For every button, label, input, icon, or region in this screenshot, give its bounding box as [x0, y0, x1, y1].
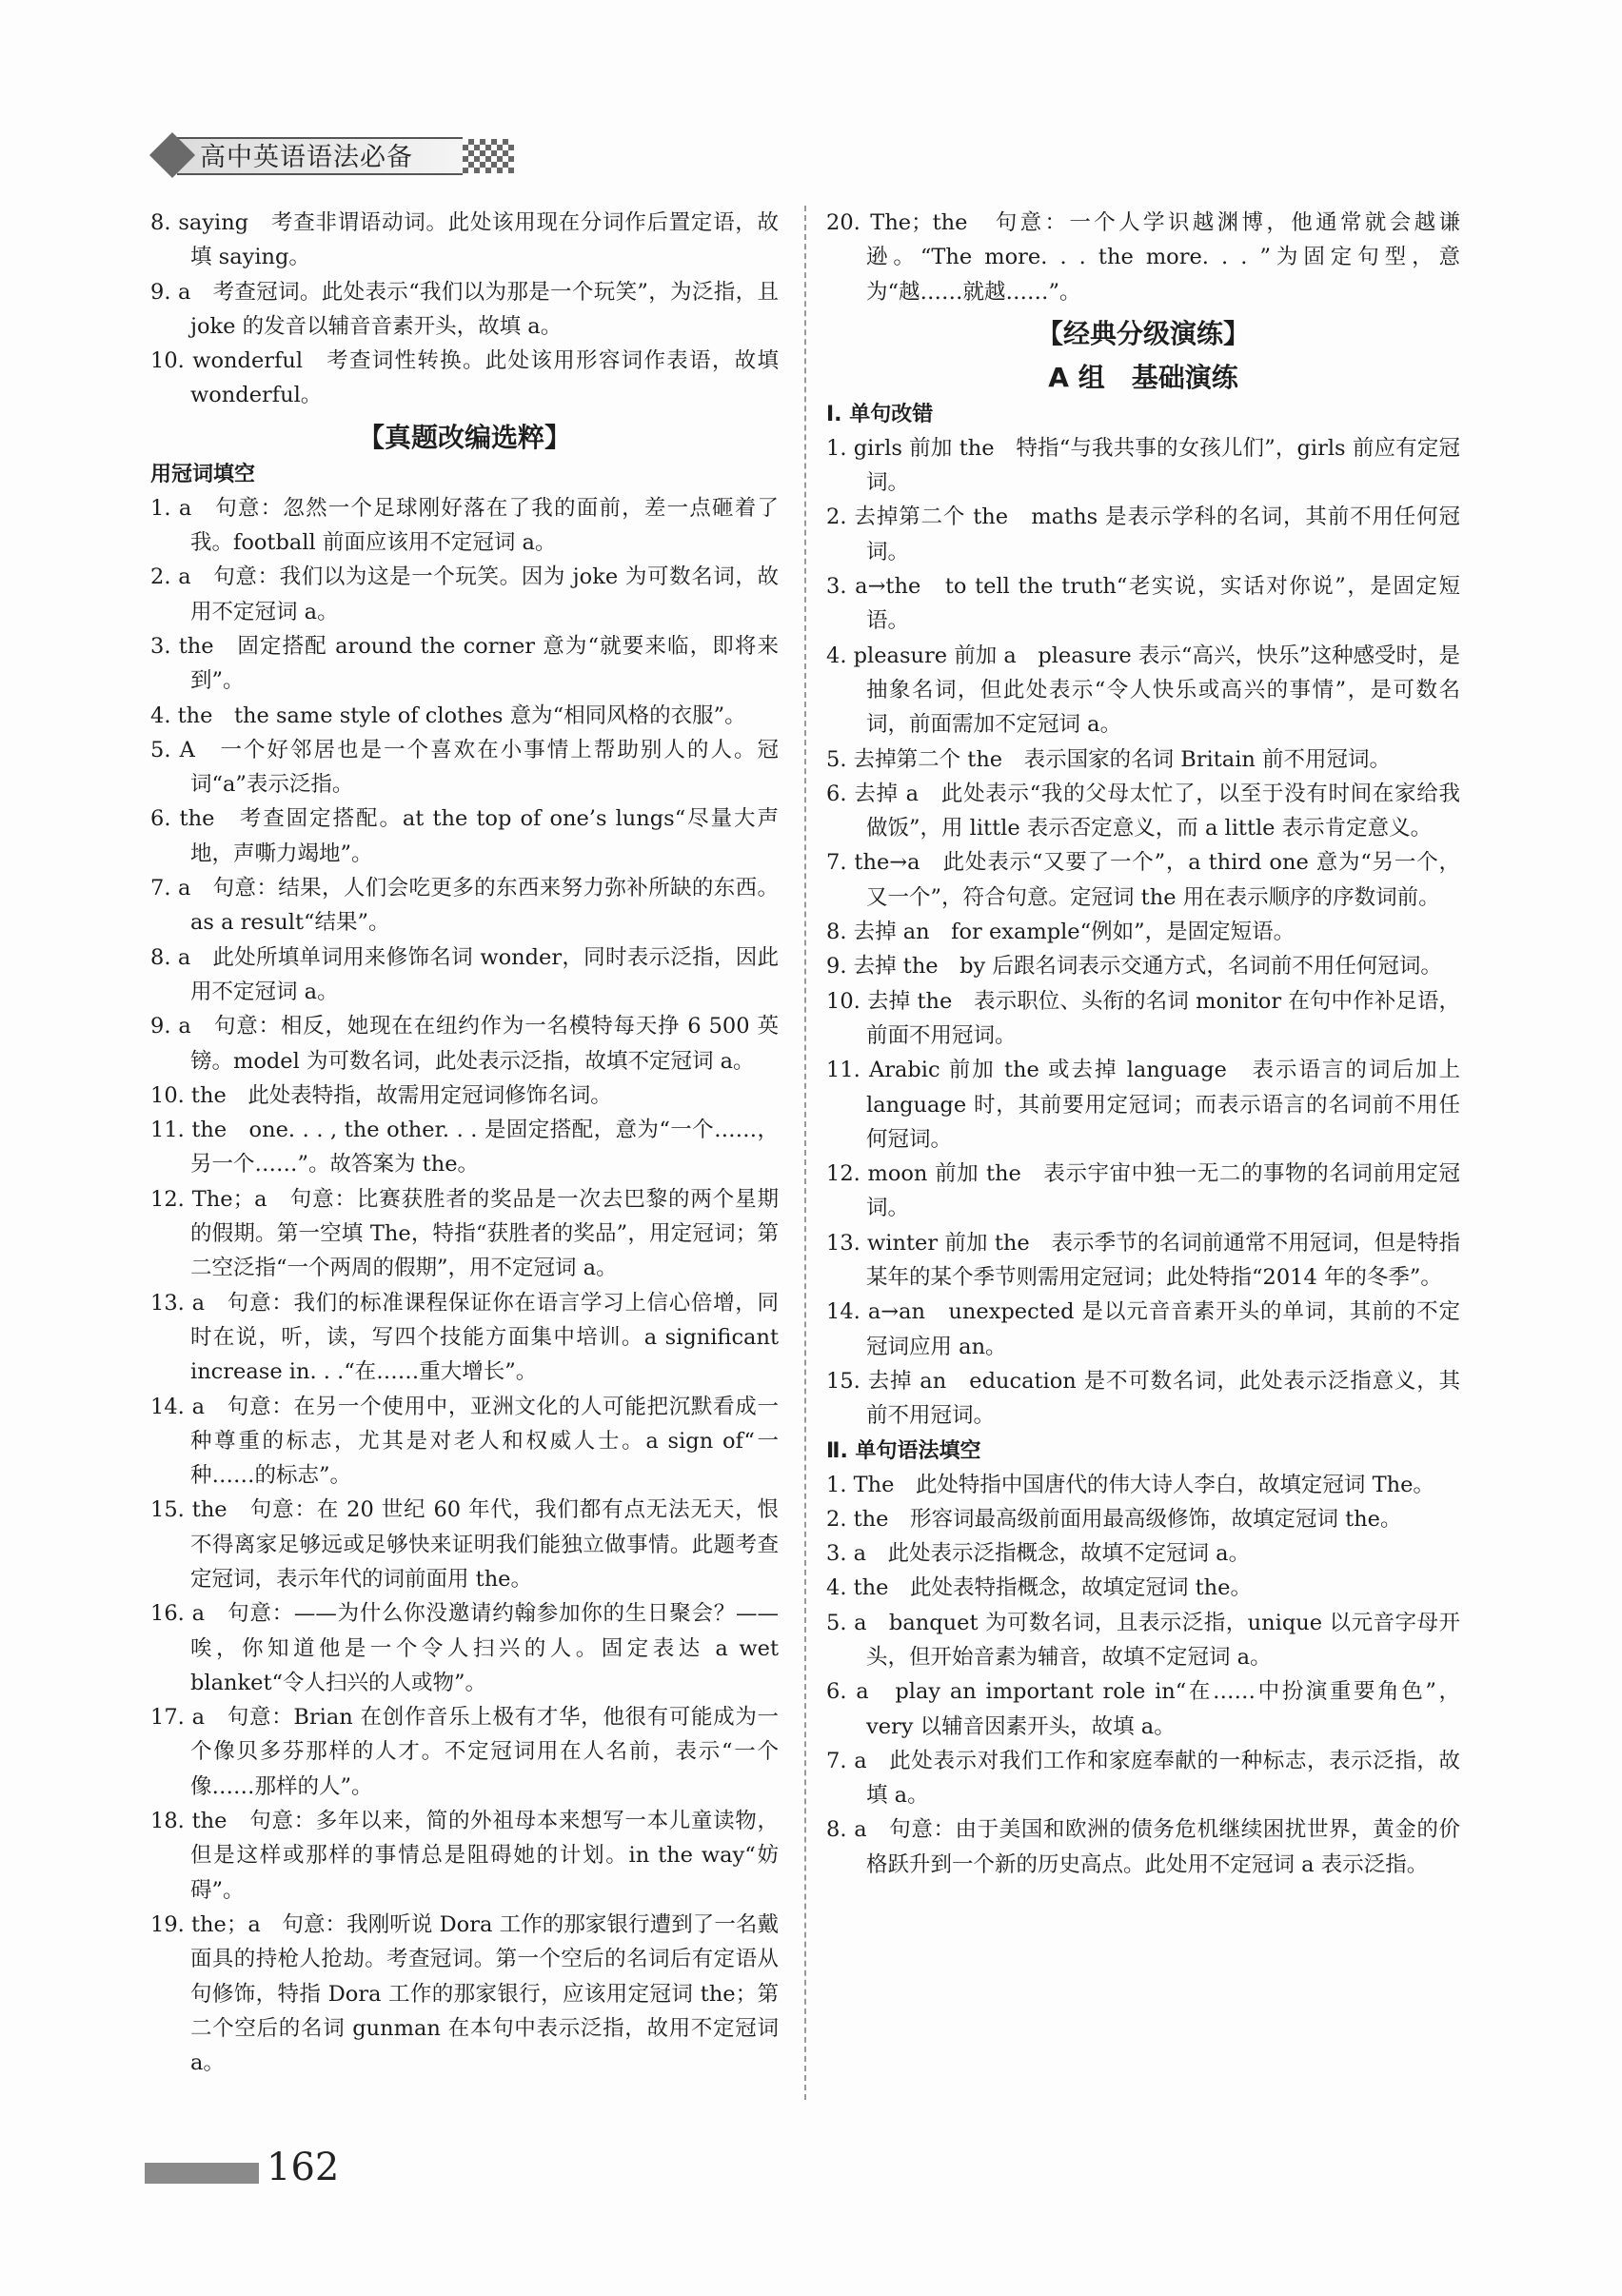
answer-item: 7. a 此处表示对我们工作和家庭奉献的一种标志，表示泛指，故填 a。	[826, 1748, 1460, 1809]
book-title: 高中英语语法必备	[177, 137, 463, 175]
answer-item: 4. the the same style of clothes 意为“相同风格的衣服”。	[150, 703, 746, 728]
answer-item: 8. a 此处所填单词用来修饰名词 wonder，同时表示泛指，因此用不定冠词 a。	[150, 944, 779, 1004]
answer-item: 7. the→a 此处表示“又要了一个”，a third one 意为“另一个，又一个”，符合句意。定冠词 the 用在表示顺序的序数词前。	[826, 850, 1460, 910]
answer-item: 18. the 句意：多年以来，简的外祖母本来想写一本儿童读物，但是这样或那样的事情总是阻碍她的计划。in the way“妨碍”。	[150, 1809, 779, 1903]
answer-item: 9. a 考查冠词。此处表示“我们以为那是一个玩笑”，为泛指，且 joke 的发音以辅音音素开头，故填 a。	[150, 279, 779, 339]
answer-item: 5. a banquet 为可数名词，且表示泛指，unique 以元音字母开头，但开始音素为辅音，故填不定冠词 a。	[826, 1610, 1460, 1670]
answer-item: 10. wonderful 考查词性转换。此处该用形容词作表语，故填 wonderful。	[150, 348, 779, 408]
answer-item: 9. 去掉 the by 后跟名词表示交通方式，名词前不用任何冠词。	[826, 954, 1442, 980]
page-number: 162	[267, 2146, 340, 2189]
answer-item: 1. a 句意：忽然一个足球刚好落在了我的面前，差一点砸着了我。football 前面应该用不定冠词 a。	[150, 495, 779, 556]
answer-item: 10. 去掉 the 表示职位、头衔的名词 monitor 在句中作补足语，前面不用冠词。	[826, 988, 1460, 1048]
section-title: 【经典分级演练】	[1036, 317, 1250, 349]
answer-item: 4. pleasure 前加 a pleasure 表示“高兴，快乐”这种感受时，是抽象名词，但此处表示“令人快乐或高兴的事情”，是可数名词，前面需加不定冠词 a。	[826, 643, 1460, 738]
answer-item: 8. a 句意：由于美国和欧洲的债务危机继续困扰世界，黄金的价格跃升到一个新的历史高点。此处用不定冠词 a 表示泛指。	[826, 1817, 1460, 1877]
answer-item: 3. a→the to tell the truth“老实说，实话对你说”，是固定短语。	[826, 574, 1460, 634]
checker-pattern-icon	[463, 139, 514, 173]
page-footer	[145, 2146, 340, 2191]
answer-item: 13. winter 前加 the 表示季节的名词前通常不用冠词，但是特指某年的某个季节则需用定冠词；此处特指“2014 年的冬季”。	[826, 1230, 1460, 1291]
answer-item: 2. a 句意：我们以为这是一个玩笑。因为 joke 为可数名词，故用不定冠词 a。	[150, 564, 779, 624]
subsection-title: Ⅱ. 单句语法填空	[826, 1438, 981, 1463]
answer-item: 13. a 句意：我们的标准课程保证你在语言学习上信心倍增，同时在说，听，读，写四个技能方面集中培训。a significant increase in. . .“在……重大增长”。	[150, 1290, 779, 1385]
answer-item: 3. the 固定搭配 around the corner 意为“就要来临，即将来到”。	[150, 633, 779, 694]
answer-item: 11. Arabic 前加 the 或去掉 language 表示语言的词后加上 language 时，其前要用定冠词；而表示语言的名词前不用任何冠词。	[826, 1058, 1461, 1152]
answer-item: 17. a 句意：Brian 在创作音乐上极有才华，他很有可能成为一个像贝多芬那样的人才。不定冠词用在人名前，表示“一个像……那样的人”。	[150, 1705, 779, 1799]
answer-item: 10. the 此处表特指，故需用定冠词修饰名词。	[150, 1082, 612, 1108]
answer-item: 11. the one. . . , the other. . . 是固定搭配，意为“一个……，另一个……”。故答案为 the。	[150, 1118, 779, 1178]
answer-item: 5. A 一个好邻居也是一个喜欢在小事情上帮助别人的人。冠词“a”表示泛指。	[150, 737, 779, 798]
answer-item: 4. the 此处表特指概念，故填定冠词 the。	[826, 1575, 1252, 1601]
answer-item: 6. 去掉 a 此处表示“我的父母太忙了，以至于没有时间在家给我做饭”，用 little 表示否定意义，而 a little 表示肯定意义。	[826, 781, 1460, 841]
answer-item: 1. The 此处特指中国唐代的伟大诗人李白，故填定冠词 The。	[826, 1472, 1434, 1497]
answer-item: 6. the 考查固定搭配。at the top of one’s lungs“尽量大声地，声嘶力竭地”。	[150, 806, 779, 866]
section-title: 【真题改编选粹】	[357, 421, 571, 453]
answer-item: 14. a 句意：在另一个使用中，亚洲文化的人可能把沉默看成一种尊重的标志，尤其是对老人和权威人士。a sign of“一种……的标志”。	[150, 1394, 779, 1489]
column-divider	[804, 206, 806, 2100]
answer-item: 16. a 句意：——为什么你没邀请约翰参加你的生日聚会？——唉，你知道他是一个令人扫兴的人。固定表达 a wet blanket“令人扫兴的人或物”。	[150, 1601, 779, 1695]
answer-item: 2. 去掉第二个 the maths 是表示学科的名词，其前不用任何冠词。	[826, 505, 1460, 564]
answer-item: 12. moon 前加 the 表示宇宙中独一无二的事物的名词前用定冠词。	[826, 1161, 1460, 1221]
subsection-title: Ⅰ. 单句改错	[826, 402, 934, 426]
answer-item: 3. a 此处表示泛指概念，故填不定冠词 a。	[826, 1541, 1251, 1567]
answer-item: 2. the 形容词最高级前面用最高级修饰，故填定冠词 the。	[826, 1506, 1402, 1532]
answer-item: 15. the 句意：在 20 世纪 60 年代，我们都有点无法无天，恨不得离家足够远或足够快来证明我们能独立做事情。此题考查定冠词，表示年代的词前面用 the。	[150, 1497, 779, 1592]
answer-item: 14. a→an unexpected 是以元音音素开头的单词，其前的不定冠词应用 an。	[826, 1299, 1460, 1359]
answer-item: 20. The；the 句意：一个人学识越渊博，他通常就会越谦逊。“The more. . . the more. . . ”为固定句型，意为“越……就越……”。	[826, 210, 1460, 305]
right-column	[826, 206, 1460, 1882]
answer-item: 12. The；a 句意：比赛获胜者的奖品是一次去巴黎的两个星期的假期。第一空填 The，特指“获胜者的奖品”，用定冠词；第二空泛指“一个两周的假期”，用不定冠词 a。	[150, 1186, 779, 1281]
page-header	[143, 131, 524, 181]
answer-item: 5. 去掉第二个 the 表示国家的名词 Britain 前不用冠词。	[826, 746, 1392, 772]
answer-item: 15. 去掉 an education 是不可数名词，此处表示泛指意义，其前不用冠词。	[826, 1368, 1460, 1429]
answer-item: 7. a 句意：结果，人们会吃更多的东西来努力弥补所缺的东西。as a result“结果”。	[150, 876, 779, 936]
footer-bar	[145, 2163, 259, 2184]
subsection-title: 用冠词填空	[150, 462, 256, 486]
answer-item: 19. the；a 句意：我刚听说 Dora 工作的那家银行遭到了一名戴面具的持枪人抢劫。考查冠词。第一个空后的名词后有定语从句修饰，特指 Dora 工作的那家银行，应该用定冠词 the；第二个空后的名词 gunman 在本句中表示泛指，故用不定冠词 a。	[150, 1911, 779, 2076]
answer-item: 6. a play an important role in“在……中扮演重要角色”，very 以辅音因素开头，故填 a。	[826, 1679, 1460, 1739]
answer-item: 9. a 句意：相反，她现在在纽约作为一名模特每天挣 6 500 英镑。model 为可数名词，此处表示泛指，故填不定冠词 a。	[150, 1014, 779, 1074]
answer-item: 8. 去掉 an for example“例如”，是固定短语。	[826, 920, 1296, 945]
answer-item: 1. girls 前加 the 特指“与我共事的女孩儿们”，girls 前应有定冠词。	[826, 435, 1460, 496]
section-title: A 组 基础演练	[1048, 361, 1238, 393]
answer-item: 8. saying 考查非谓语动词。此处该用现在分词作后置定语，故填 saying。	[150, 210, 779, 270]
left-column	[150, 206, 779, 2080]
